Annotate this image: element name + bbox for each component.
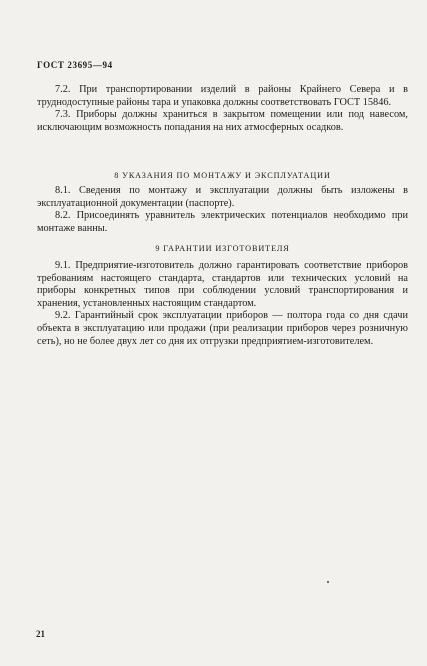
section-8-body: [37, 185, 408, 235]
page-number: 21: [36, 629, 45, 639]
section-7-body: [37, 84, 408, 134]
paragraph-7-2: 7.2. При транспортировании изделий в районы Крайнего Севера и в труднодоступные районы тара и упаковка должны соответствовать ГОСТ 15846.: [37, 84, 408, 108]
paragraph-8-1: 8.1. Сведения по монтажу и эксплуатации должны быть изложены в эксплуатационной документации (паспорте).: [37, 185, 408, 209]
document-header: ГОСТ 23695—94: [37, 60, 113, 70]
section-9-body: [37, 260, 408, 348]
paragraph-9-1: 9.1. Предприятие-изготовитель должно гарантировать соответствие приборов требованиям настоящего стандарта, стандартов или технических условий на приборы конкретных типов при соблюдении условий транспортирования и хранения, установленных настоящим стандартом.: [37, 260, 408, 309]
paragraph-9-2: 9.2. Гарантийный срок эксплуатации приборов — полтора года со дня сдачи объекта в эксплуатацию или продажи (при реализации приборов через розничную сеть), но не более двух лет со дня их отгрузки предприятием-изготовителем.: [37, 310, 408, 347]
scan-speck: [327, 581, 329, 583]
paragraph-8-2: 8.2. Присоединять уравнитель электрических потенциалов необходимо при монтаже ванны.: [37, 210, 408, 234]
section-9-heading: 9 ГАРАНТИИ ИЗГОТОВИТЕЛЯ: [155, 244, 290, 253]
section-8-heading: 8 УКАЗАНИЯ ПО МОНТАЖУ И ЭКСПЛУАТАЦИИ: [114, 171, 331, 180]
paragraph-7-3: 7.3. Приборы должны храниться в закрытом помещении или под навесом, исключающим возможность попадания на них атмосферных осадков.: [37, 109, 408, 133]
